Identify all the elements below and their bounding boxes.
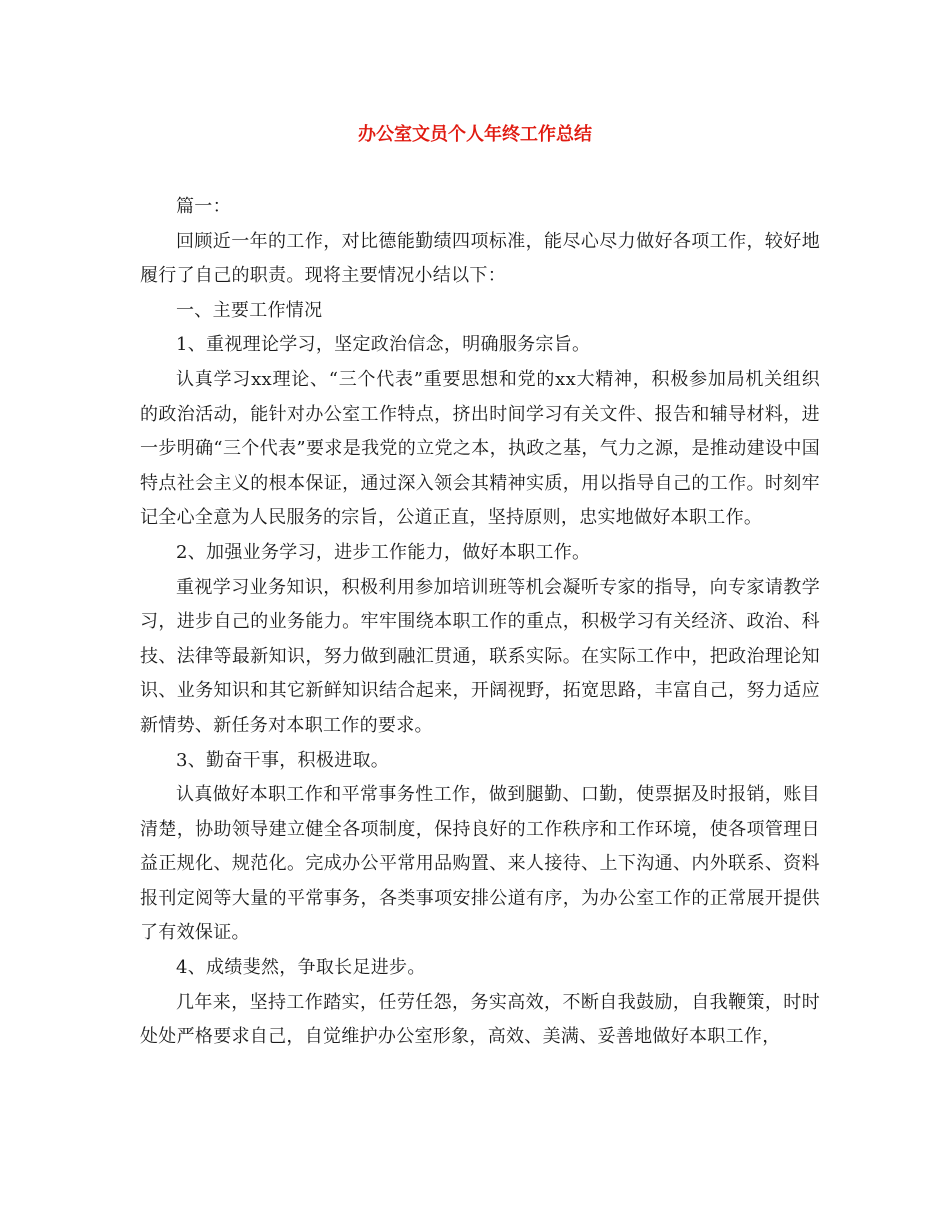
paragraph-intro: 回顾近一年的工作，对比德能勤绩四项标准，能尽心尽力做好各项工作，较好地履行了自己的职责。现将主要情况小结以下： xyxy=(140,230,820,287)
subheading-theory-study: 1、重视理论学习，坚定政治信念，明确服务宗旨。 xyxy=(176,334,591,356)
paragraph-heading-part-one: 篇一： xyxy=(176,196,231,217)
subheading-diligent-work: 3、勤奋干事，积极进取。 xyxy=(176,749,390,771)
paragraph-theory-study: 认真学习xx理论、“三个代表”重要思想和党的xx大精神，积极参加局机关组织的政治活动，能针对办公室工作特点，挤出时间学习有关文件、报告和辅导材料，进一步明确“三个代表”要求是我党的立党之本，执政之基，气力之源，是推动建设中国特点社会主义的根本保证，通过深入领会其精神实质，用以指导自己的工作。时刻牢记全心全意为人民服务的宗旨，公道正直，坚持原则，忠实地做好本职工作。 xyxy=(140,368,820,529)
paragraph-diligent-work: 认真做好本职工作和平常事务性工作，做到腿勤、口勤，使票据及时报销，账目清楚，协助领导建立健全各项制度，保持良好的工作秩序和工作环境，使各项管理日益正规化、规范化。完成办公平常用品购置、来人接待、上下沟通、内外联系、资料报刊定阅等大量的平常事务，各类事项安排公道有序，为办公室工作的正常展开提供了有效保证。 xyxy=(140,784,820,944)
document-body xyxy=(140,190,820,1055)
paragraph-achievements: 几年来，坚持工作踏实，任劳任怨，务实高效，不断自我鼓励，自我鞭策，时时处处严格要求自己，自觉维护办公室形象，高效、美满、妥善地做好本职工作， xyxy=(140,991,820,1048)
section-heading-main-work: 一、主要工作情况 xyxy=(176,299,323,321)
subheading-achievements: 4、成绩斐然，争取长足进步。 xyxy=(176,957,426,979)
document-title: 办公室文员个人年终工作总结 xyxy=(358,124,592,145)
subheading-business-study: 2、加强业务学习，进步工作能力，做好本职工作。 xyxy=(176,541,591,563)
paragraph-business-study: 重视学习业务知识，积极利用参加培训班等机会凝听专家的指导，向专家请教学习，进步自己的业务能力。牢牢围绕本职工作的重点，积极学习有关经济、政治、科技、法律等最新知识，努力做到融汇贯通，联系实际。在实际工作中，把政治理论知识、业务知识和其它新鲜知识结合起来，开阔视野，拓宽思路，丰富自己，努力适应新情势、新任务对本职工作的要求。 xyxy=(140,576,820,736)
